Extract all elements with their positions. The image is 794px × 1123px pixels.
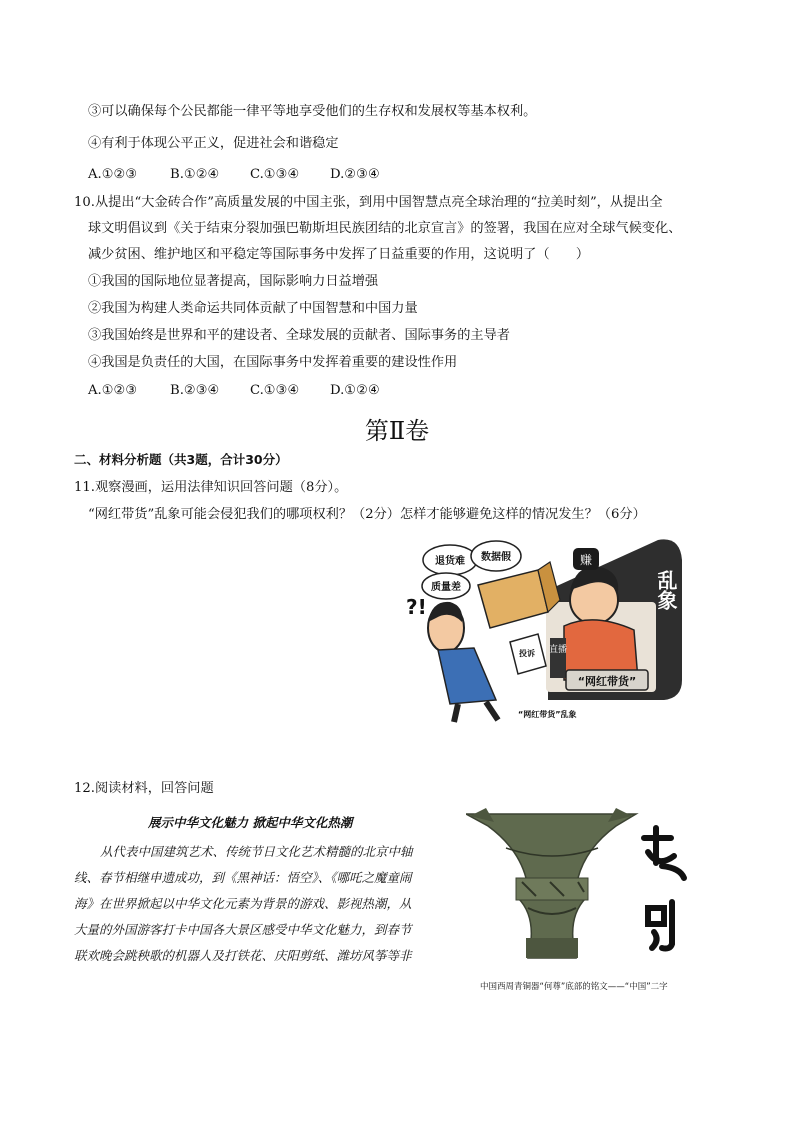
q11-question: “网红带货”乱象可能会侵犯我们的哪项权利？（2分）怎样才能够避免这样的情况发生？（6分）: [88, 507, 646, 522]
q10-choices: [88, 381, 380, 401]
q9-choice-c: C.①③④: [250, 167, 300, 182]
q12-paragraph-line-2: 线、春节相继申遗成功，到《黑神话：悟空》、《哪吒之魔童闹: [74, 870, 412, 885]
vessel-foot: [526, 938, 578, 958]
q9-choice-d: D.②③④: [330, 167, 380, 182]
inscription-glyph-1: [644, 828, 684, 878]
vessel-band: [516, 878, 588, 900]
q10-stem-line-1: 10.从提出“大金砖合作”高质量发展的中国主张，到用中国智慧点亮全球治理的“拉美时刻”，从提出全: [74, 195, 663, 210]
q9-choices: [88, 165, 380, 185]
bronze-image-caption: 中国西周青铜器“何尊”底部的铭文——“中国”二字: [480, 982, 668, 992]
complaint-text: 投诉: [519, 649, 535, 658]
cartoon-caption: “网红带货”乱象: [518, 710, 577, 719]
bubble-return-text: 退货难: [435, 556, 465, 567]
live-label-bg: [550, 638, 566, 678]
q10-choice-b: B.②③④: [170, 383, 220, 398]
earn-tag-text: 赚: [579, 553, 593, 567]
q9-option-4: ④有利于体现公平正义，促进社会和谐稳定: [88, 136, 339, 151]
buyer-body: [438, 648, 496, 704]
q12-stem: 12.阅读材料，回答问题: [74, 781, 214, 796]
q10-option-4: ④我国是负责任的大国，在国际事务中发挥着重要的建设性作用: [88, 355, 458, 370]
q10-option-1: ①我国的国际地位显著提高，国际影响力日益增强: [88, 274, 379, 289]
live-label: 直播: [548, 645, 568, 655]
inscription-glyph-2: [648, 902, 672, 949]
q9-choice-a: A.①②③: [88, 167, 138, 182]
q10-choice-a: A.①②③: [88, 383, 138, 398]
q12-paragraph-line-1: 从代表中国建筑艺术、传统节日文化艺术精髓的北京中轴: [100, 844, 413, 859]
bubble-quality-text: 质量差: [431, 582, 461, 593]
bronze-vessel-picture: [466, 808, 706, 968]
volume-title: 第Ⅱ卷: [364, 417, 430, 445]
banner-text: “网红带货”: [577, 675, 637, 688]
q10-choice-c: C.①③④: [250, 383, 300, 398]
q12-paragraph-line-4: 大量的外国游客打卡中国各大景区感受中华文化魅力，到春节: [74, 922, 412, 937]
buyer-legs: [454, 702, 498, 722]
q10-stem-line-3: 减少贫困、维护地区和平稳定等国际事务中发挥了日益重要的作用，这说明了（ ）: [88, 247, 590, 262]
cartoon-illustration: [398, 530, 688, 725]
q12-paragraph-line-3: 海》在世界掀起以中华文化元素为背景的游戏、影视热潮，从: [74, 896, 412, 911]
cartoon-svg: [398, 530, 688, 725]
q10-stem-line-2: 球文明倡议到《关于结束分裂加强巴勒斯坦民族团结的北京宣言》的签署，我国在应对全球气候变化、: [88, 221, 682, 236]
q11-stem: 11.观察漫画，运用法律知识回答问题（8分）。: [74, 480, 348, 495]
q12-material-title: 展示中华文化魅力 掀起中华文化热潮: [148, 815, 353, 830]
section-heading: 二、材料分析题（共3题，合计30分）: [74, 452, 288, 467]
side-text: 乱象: [654, 570, 678, 610]
q12-paragraph-line-5: 联欢晚会跳秧歌的机器人及打铁花、庆阳剪纸、潍坊风筝等非: [74, 948, 412, 963]
q9-option-3: ③可以确保每个公民都能一律平等地享受他们的生存权和发展权等基本权利。: [88, 104, 537, 119]
confusion-marks: ?!: [406, 595, 427, 619]
bronze-vessel-svg: [466, 808, 706, 968]
q9-choice-b: B.①②④: [170, 167, 220, 182]
q10-option-2: ②我国为构建人类命运共同体贡献了中国智慧和中国力量: [88, 301, 418, 316]
q10-choice-d: D.①②④: [330, 383, 380, 398]
bubble-data-text: 数据假: [481, 552, 511, 563]
q10-option-3: ③我国始终是世界和平的建设者、全球发展的贡献者、国际事务的主导者: [88, 328, 510, 343]
product-box: [478, 570, 548, 628]
